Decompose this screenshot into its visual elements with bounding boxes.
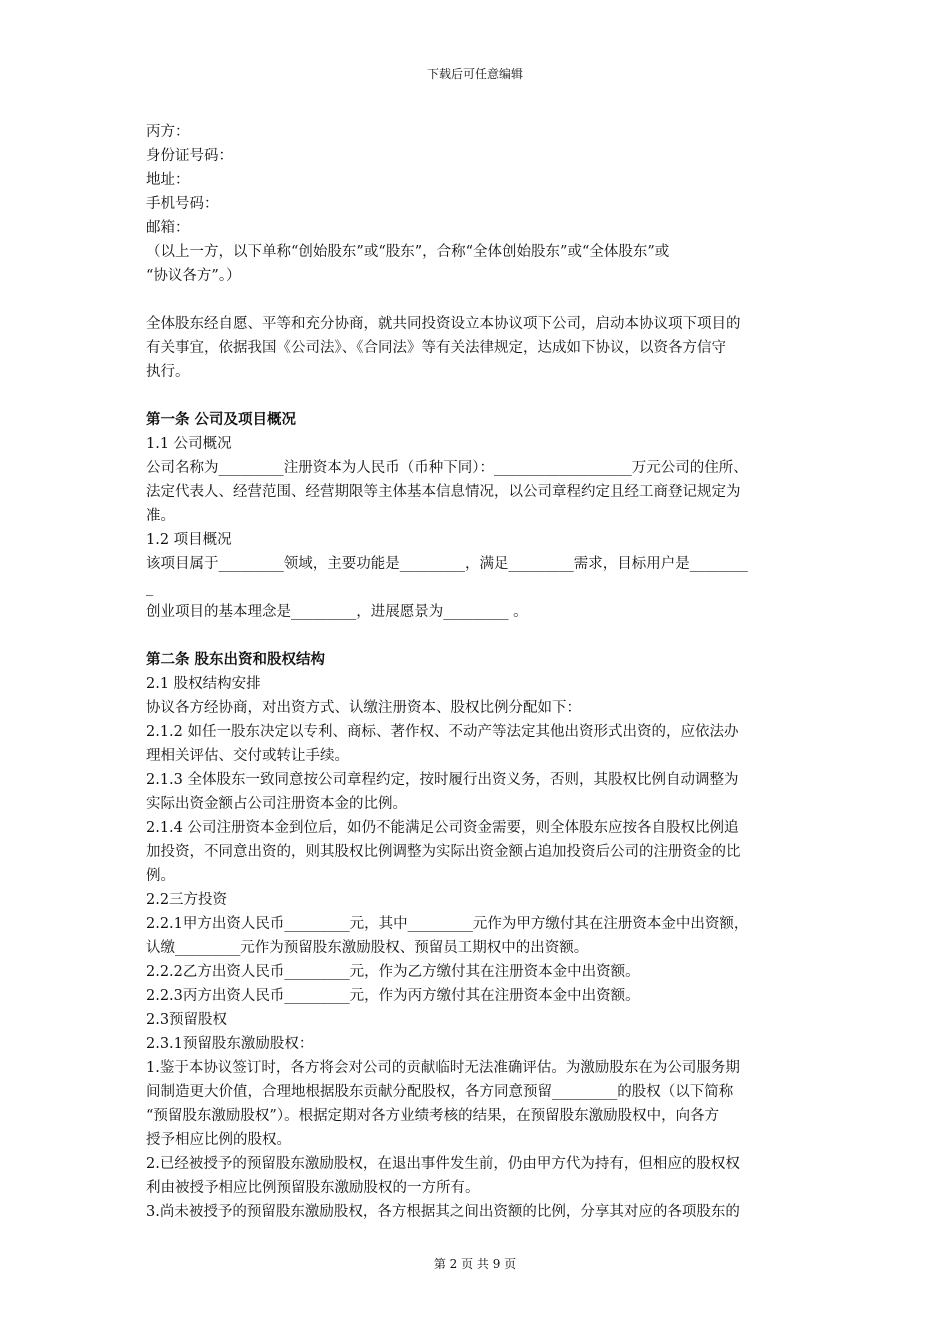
clause-line: 间制造更大价值，合理地根据股东贡献分配股权，各方同意预留_________的股权（以下简称 <box>146 1084 734 1100</box>
clause-line: 加投资，不同意出资的，则其股权比例调整为实际出资金额占追加投资后公司的注册资金的比 <box>146 844 741 860</box>
intro-line: 执行。 <box>146 364 190 380</box>
clause-line: 法定代表人、经营范围、经营期限等主体基本信息情况，以公司章程约定且经工商登记规定为 <box>146 484 741 500</box>
clause-line: 2.2.3丙方出资人民币_________元，作为丙方缴付其在注册资本金中出资额。 <box>146 988 640 1004</box>
clause-line: 2.2.2乙方出资人民币_________元，作为乙方缴付其在注册资本金中出资额。 <box>146 964 640 980</box>
clause-line: 2.已经被授予的预留股东激励股权，在退出事件发生前，仍由甲方代为持有，但相应的股权权 <box>146 1156 740 1172</box>
clause-line: “预留股东激励股权”）。根据定期对各方业绩考核的结果，在预留股东激励股权中，向各方 <box>146 1108 720 1124</box>
clause-line: 该项目属于_________领域，主要功能是_________，满足_________需求，目标用户是________ <box>146 556 748 572</box>
clause-line: 理相关评估、交付或转让手续。 <box>146 748 349 764</box>
clause-line: 协议各方经协商，对出资方式、认缴注册资本、股权比例分配如下： <box>146 700 581 716</box>
intro-line: 全体股东经自愿、平等和充分协商，就共同投资设立本协议项下公司，启动本协议项下项目的 <box>146 316 741 332</box>
clause-line: 3.尚未被授予的预留股东激励股权，各方根据其之间出资额的比例，分享其对应的各项股东的 <box>146 1204 740 1220</box>
clause-line: 授予相应比例的股权。 <box>146 1132 291 1148</box>
clause-line: 1.鉴于本协议签订时，各方将会对公司的贡献临时无法准确评估。为激励股东在为公司服务期 <box>146 1060 740 1076</box>
section-heading: 1.2 项目概况 <box>146 532 232 548</box>
clause-line: 2.2.1甲方出资人民币_________元，其中_________元作为甲方缴付其在注册资本金中出资额， <box>146 916 749 932</box>
document-body <box>146 120 814 1224</box>
clause-line: 例。 <box>146 868 175 884</box>
page-footer: 第 2 页 共 9 页 <box>433 1257 517 1271</box>
page-header: 下载后可任意编辑 <box>426 67 523 81</box>
clause-line: 利由被授予相应比例预留股东激励股权的一方所有。 <box>146 1180 480 1196</box>
section-heading: 2.3预留股权 <box>146 1012 228 1028</box>
clause-line: 创业项目的基本理念是_________，进展愿景为_________ 。 <box>146 604 528 620</box>
party-c-email: 邮箱： <box>146 220 190 236</box>
clause-line: 准。 <box>146 508 175 524</box>
clause-line: 认缴_________元作为预留股东激励股权、预留员工期权中的出资额。 <box>146 940 589 956</box>
clause-line: 2.3.1预留股东激励股权： <box>146 1036 314 1052</box>
party-note-line: （以上一方，以下单称“创始股东”或“股东”，合称“全体创始股东”或“全体股东”或 <box>146 244 670 260</box>
section-heading: 2.2三方投资 <box>146 892 228 908</box>
clause-line: 2.1.2 如任一股东决定以专利、商标、著作权、不动产等法定其他出资形式出资的，应依法办 <box>146 724 739 740</box>
article-2-heading: 第二条 股东出资和股权结构 <box>146 652 326 668</box>
article-1-heading: 第一条 公司及项目概况 <box>146 412 297 428</box>
party-c-address: 地址： <box>146 172 190 188</box>
party-note-line: “协议各方”。） <box>146 268 241 284</box>
clause-line: 2.1.4 公司注册资本金到位后，如仍不能满足公司资金需要，则全体股东应按各自股权比例追 <box>146 820 739 836</box>
clause-line: 2.1.3 全体股东一致同意按公司章程约定，按时履行出资义务，否则，其股权比例自动调整为 <box>146 772 739 788</box>
party-c-title: 丙方： <box>146 124 190 140</box>
clause-line: _ <box>146 580 154 596</box>
section-heading: 2.1 股权结构安排 <box>146 676 261 692</box>
section-heading: 1.1 公司概况 <box>146 436 232 452</box>
clause-line: 公司名称为_________注册资本为人民币（币种下同）：___________________万元公司的住所、 <box>146 460 748 476</box>
party-c-id-number: 身份证号码： <box>146 148 233 164</box>
clause-line: 实际出资金额占公司注册资本金的比例。 <box>146 796 407 812</box>
party-c-phone: 手机号码： <box>146 196 219 212</box>
intro-line: 有关事宜，依据我国《公司法》、《合同法》等有关法律规定，达成如下协议，以资各方信守 <box>146 340 726 356</box>
